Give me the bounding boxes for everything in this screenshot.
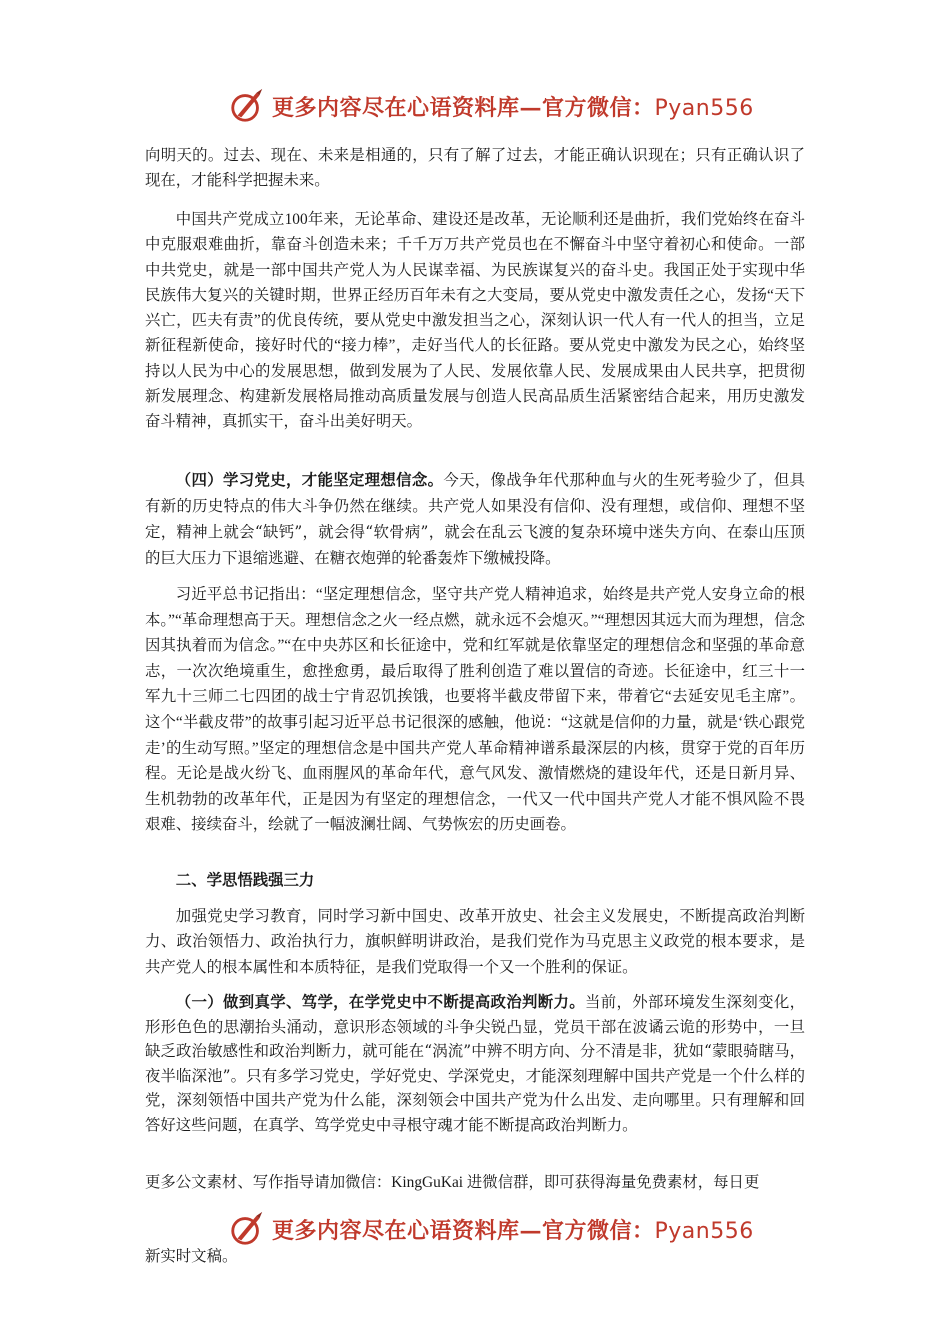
watermark-text: 更多内容尽在心语资料库—官方微信：Pyan556: [272, 94, 754, 121]
heading-2: 二、学思悟践强三力: [175, 871, 315, 889]
footer-note-line-1: 更多公文素材、写作指导请加微信：KingGuKai 进微信群，即可获得海量免费素材，每日更: [145, 1174, 760, 1191]
section-heading-1: （一）做到真学、笃学，在学党史中不断提高政治判断力。: [175, 993, 585, 1011]
quill-logo-icon: [228, 1210, 266, 1248]
watermark-text: 更多内容尽在心语资料库—官方微信：Pyan556: [272, 1217, 754, 1244]
quill-logo-icon: [228, 87, 266, 125]
paragraph-1: 向明天的。过去、现在、未来是相通的，只有了解了过去，才能正确认识现在；只有正确认识了现在，才能科学把握未来。: [145, 146, 805, 189]
watermark-banner-bottom: [228, 1209, 754, 1249]
footer-note-line-2: 新实时文稿。: [145, 1248, 238, 1265]
paragraph-4: 习近平总书记指出：“坚定理想信念，坚守共产党人精神追求，始终是共产党人安身立命的根本。”“革命理想高于天。理想信念之火一经点燃，就永远不会熄灭。”“理想因其远大而为理想，信念因其执着而为信念。”“在中央苏区和长征途中，党和红军就是依靠坚定的理想信念和坚强的革命意志，一次次绝境重生，愈挫愈勇，最后取得了胜利创造了难以置信的奇迹。长征途中，红三十一军九十三师二七四团的战士宁肯忍饥挨饿，也要将半截皮带留下来，带着它“去延安见毛主席”。这个“半截皮带”的故事引起习近平总书记很深的感触，他说：“这就是信仰的力量，就是‘铁心跟党走’的生动写照。”坚定的理想信念是中国共产党人革命精神谱系最深层的内核，贯穿于党的百年历程。无论是战火纷飞、血雨腥风的革命年代，意气风发、激情燃烧的建设年代，还是日新月异、生机勃勃的改革年代，正是因为有坚定的理想信念，一代又一代中国共产党人才能不惧风险不畏艰难、接续奋斗，绘就了一幅波澜壮阔、气势恢宏的历史画卷。: [145, 586, 805, 834]
paragraph-6: （一）做到真学、笃学，在学党史中不断提高政治判断力。当前，外部环境发生深刻变化，形形色色的思潮抬头涌动，意识形态领域的斗争尖锐凸显，党员干部在波谲云诡的形势中，一旦缺乏政治敏感性和政治判断力，就可能在“涡流”中辨不明方向、分不清是非，犹如“蒙眼骑瞎马，夜半临深池”。只有多学习党史，学好党史、学深党史，才能深刻理解中国共产党是一个什么样的党，深刻领悟中国共产党为什么能，深刻领会中国共产党为什么出发、走向哪里。只有理解和回答好这些问题，在真学、笃学党史中寻根守魂才能不断提高政治判断力。: [145, 993, 805, 1134]
paragraph-5: 加强党史学习教育，同时学习新中国史、改革开放史、社会主义发展史，不断提高政治判断力、政治领悟力、政治执行力，旗帜鲜明讲政治，是我们党作为马克思主义政党的根本要求，是共产党人的根本属性和本质特征，是我们党取得一个又一个胜利的保证。: [145, 908, 805, 976]
paragraph-3: （四）学习党史，才能坚定理想信念。今天，像战争年代那种血与火的生死考验少了，但具有新的历史特点的伟大斗争仍然在继续。共产党人如果没有信仰、没有理想，或信仰、理想不坚定，精神上就会“缺钙”，就会得“软骨病”，就会在乱云飞渡的复杂环境中迷失方向、在泰山压顶的巨大压力下退缩逃避、在糖衣炮弹的轮番轰炸下缴械投降。: [145, 471, 805, 567]
paragraph-2: 中国共产党成立100年来，无论革命、建设还是改革，无论顺利还是曲折，我们党始终在奋斗中克服艰难曲折，靠奋斗创造未来；千千万万共产党员也在不懈奋斗中坚守着初心和使命。一部中共党史，就是一部中国共产党人为人民谋幸福、为民族谋复兴的奋斗史。我国正处于实现中华民族伟大复兴的关键时期，世界正经历百年未有之大变局，要从党史中激发责任之心，发扬“天下兴亡，匹夫有责”的优良传统，要从党史中激发担当之心，深刻认识一代人有一代人的担当，立足新征程新使命，接好时代的“接力棒”，走好当代人的长征路。要从党史中激发为民之心，始终坚持以人民为中心的发展思想，做到发展为了人民、发展依靠人民、发展成果由人民共享，把贯彻新发展理念、构建新发展格局推动高质量发展与创造人民高品质生活紧密结合起来，用历史激发奋斗精神，真抓实干，奋斗出美好明天。: [145, 211, 805, 431]
section-heading-4: （四）学习党史，才能坚定理想信念。: [175, 471, 444, 489]
watermark-banner-top: [228, 86, 754, 126]
